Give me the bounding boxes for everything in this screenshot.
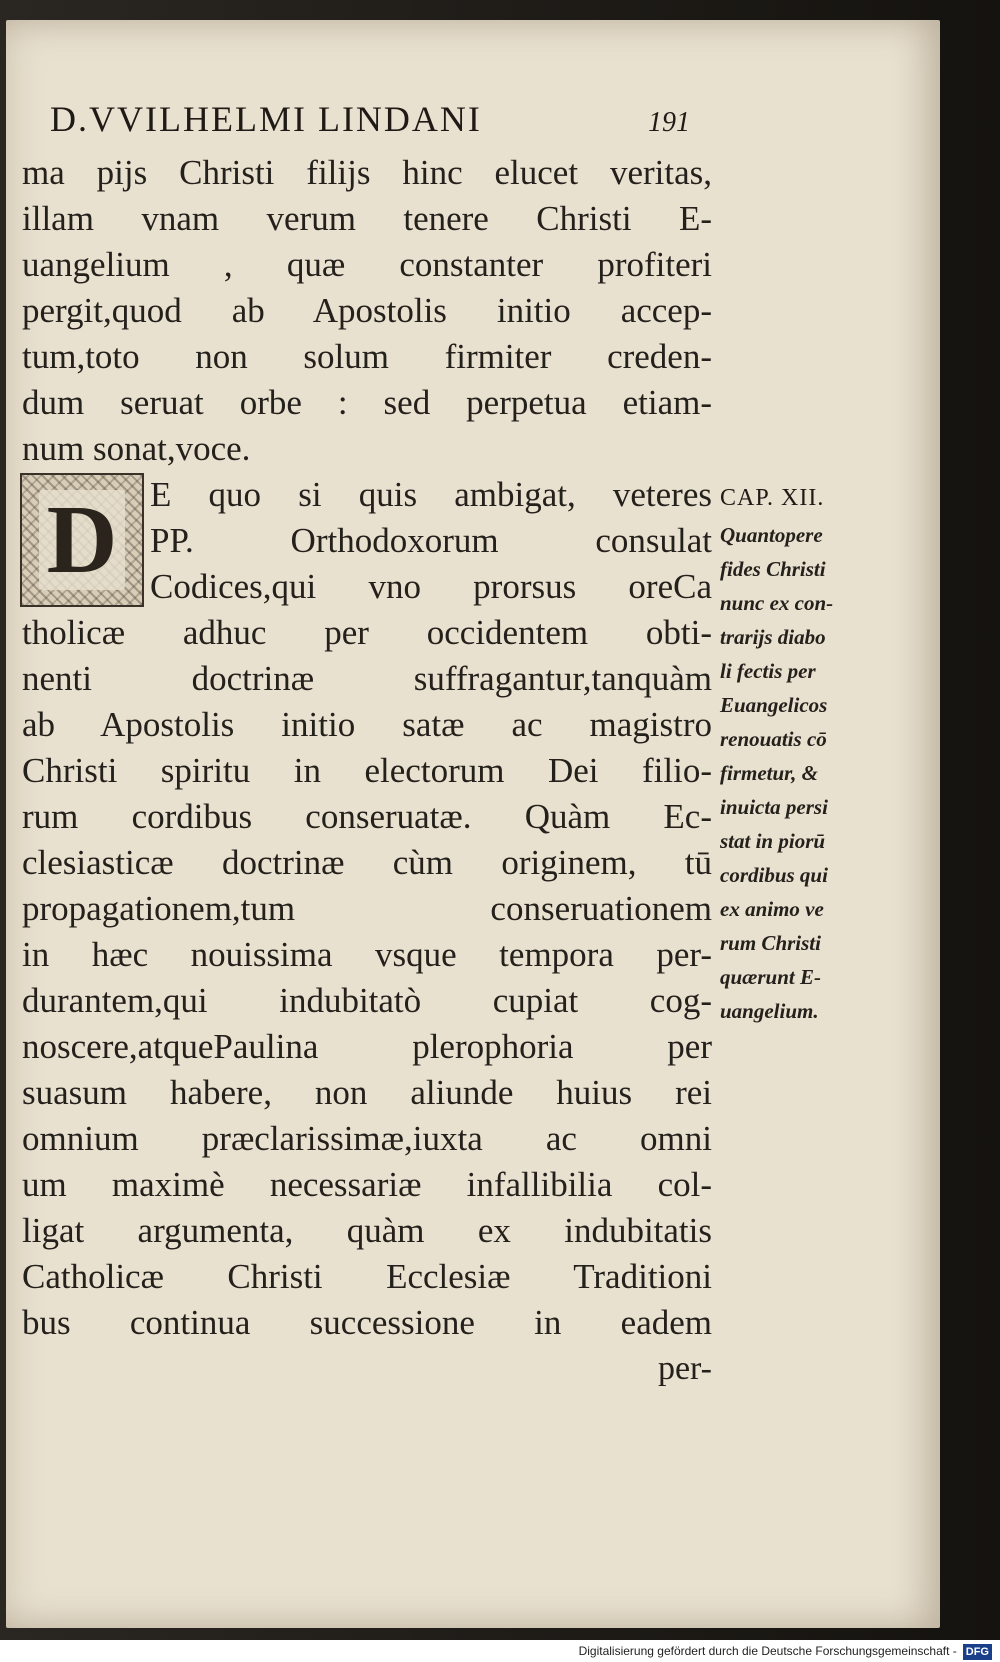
text-line-dropcap: E quo si quis ambigat, veteres: [150, 475, 712, 514]
marginal-note-line: cordibus qui: [720, 863, 828, 887]
text-line: ma pijs Christi filijs hinc elucet veritas,: [22, 153, 712, 192]
header-title: D.VVILHELMI LINDANI: [50, 99, 482, 139]
text-line: suasum habere, non aliunde huius rei: [22, 1073, 712, 1112]
text-line: dum seruat orbe : sed perpetua etiam-: [22, 383, 712, 422]
text-line: pergit,quod ab Apostolis initio accep-: [22, 291, 712, 330]
marginal-note-line: uangelium.: [720, 999, 819, 1023]
page-number: 191: [648, 107, 690, 138]
text-line: uangelium , quæ constanter profiteri: [22, 245, 712, 284]
marginal-note-line: trarijs diabo: [720, 625, 826, 649]
marginal-note-line: Quantopere: [720, 523, 823, 547]
text-line: omnium præclarissimæ,iuxta ac omni: [22, 1119, 712, 1158]
text-line: um maximè necessariæ infallibilia col-: [22, 1165, 712, 1204]
marginal-note: [720, 478, 870, 1028]
text-line: durantem,qui indubitatò cupiat cog-: [22, 981, 712, 1020]
chapter-heading: CAP. XII.: [720, 485, 825, 511]
text-line: Christi spiritu in electorum Dei filio-: [22, 751, 712, 790]
text-line-paragraph-end: num sonat,voce.: [22, 429, 251, 468]
text-line: illam vnam verum tenere Christi E-: [22, 199, 712, 238]
text-line: ab Apostolis initio satæ ac magistro: [22, 705, 712, 744]
main-text-block: [22, 150, 712, 1392]
marginal-note-line: renouatis cō: [720, 727, 827, 751]
text-line: ligat argumenta, quàm ex indubitatis: [22, 1211, 712, 1250]
catchword: per-: [657, 1350, 712, 1387]
dfg-logo: DFG: [963, 1644, 992, 1660]
marginal-note-line: li fectis per: [720, 659, 816, 683]
digitization-credit: Digitalisierung gefördert durch die Deutsche Forschungsgemeinschaft -: [578, 1644, 957, 1658]
text-line-dropcap: PP. Orthodoxorum consulat: [150, 521, 712, 560]
text-line: propagationem,tum conseruationem: [22, 889, 712, 928]
decorated-initial: [20, 473, 144, 607]
running-header: [50, 98, 690, 142]
text-line: clesiasticæ doctrinæ cùm originem, tū: [22, 843, 712, 882]
text-line: nenti doctrinæ suffragantur,tanquàm: [22, 659, 712, 698]
text-line: noscere,atquePaulina plerophoria per: [22, 1027, 712, 1066]
text-line: rum cordibus conseruatæ. Quàm Ec-: [22, 797, 712, 836]
digitization-credit-bar: [0, 1640, 1000, 1662]
text-line: tum,toto non solum firmiter creden-: [22, 337, 712, 376]
marginal-note-line: stat in piorū: [720, 829, 826, 853]
marginal-note-line: nunc ex con-: [720, 591, 834, 615]
text-line-dropcap: Codices,qui vno prorsus oreCa: [150, 567, 712, 606]
text-line: tholicæ adhuc per occidentem obti-: [22, 613, 712, 652]
text-line: in hæc nouissima vsque tempora per-: [22, 935, 712, 974]
marginal-note-line: ex animo ve: [720, 897, 824, 921]
decorated-initial-letter: D: [39, 490, 126, 590]
marginal-note-line: rum Christi: [720, 931, 821, 955]
marginal-note-line: fides Christi: [720, 557, 826, 581]
marginal-note-line: firmetur, &: [720, 761, 819, 785]
marginal-note-line: inuicta persi: [720, 795, 828, 819]
text-line: bus continua successione in eadem: [22, 1303, 712, 1342]
marginal-note-line: quærunt E-: [720, 965, 821, 989]
marginal-note-line: Euangelicos: [720, 693, 828, 717]
text-line: Catholicæ Christi Ecclesiæ Traditioni: [22, 1257, 712, 1296]
